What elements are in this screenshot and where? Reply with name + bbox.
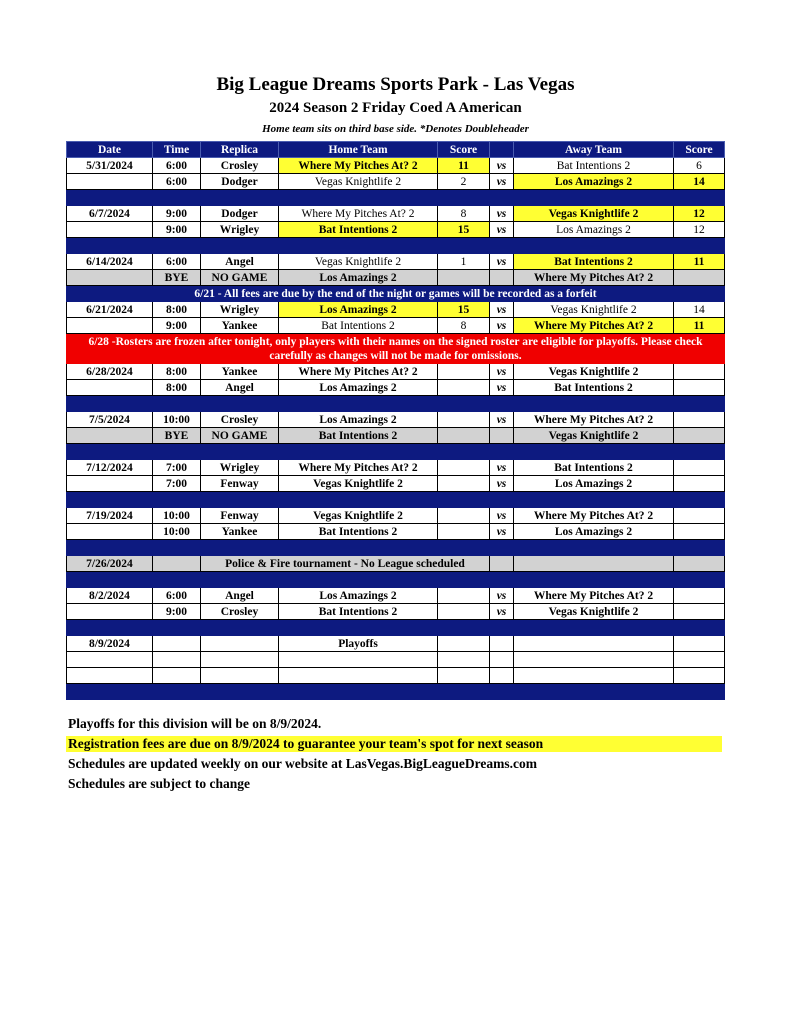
away-score-cell <box>674 556 725 572</box>
game-row <box>67 524 725 540</box>
away-team-cell: Bat Intentions 2 <box>514 254 674 270</box>
replica-cell: Yankee <box>201 318 279 334</box>
separator-cell <box>67 572 725 588</box>
game-row <box>67 158 725 174</box>
away-team-cell: Bat Intentions 2 <box>514 158 674 174</box>
separator-cell <box>67 684 725 700</box>
home-score-cell <box>438 508 490 524</box>
tournament-row <box>67 556 725 572</box>
away-team-cell: Bat Intentions 2 <box>514 460 674 476</box>
time-cell: 9:00 <box>153 318 201 334</box>
away-score-cell: 12 <box>674 206 725 222</box>
home-score-cell <box>438 636 490 652</box>
fee-notice-row <box>67 286 725 302</box>
col-header-away-score: Score <box>674 142 725 158</box>
time-cell: 8:00 <box>153 380 201 396</box>
vs-cell: vs <box>490 174 514 190</box>
home-team-note: Home team sits on third base side. *Denotes Doubleheader <box>262 123 529 135</box>
home-score-cell <box>438 524 490 540</box>
separator-cell <box>67 396 725 412</box>
replica-cell <box>201 636 279 652</box>
empty-cell <box>490 652 514 668</box>
replica-cell: Wrigley <box>201 460 279 476</box>
away-team-cell: Where My Pitches At? 2 <box>514 588 674 604</box>
time-cell <box>153 556 201 572</box>
time-cell: 9:00 <box>153 222 201 238</box>
replica-cell: Crosley <box>201 158 279 174</box>
roster-freeze-notice-row <box>67 334 725 364</box>
game-row <box>67 364 725 380</box>
empty-cell <box>67 652 153 668</box>
time-cell: BYE <box>153 428 201 444</box>
time-cell: 6:00 <box>153 588 201 604</box>
separator-row <box>67 620 725 636</box>
empty-row <box>67 668 725 684</box>
away-score-cell <box>674 270 725 286</box>
season-subtitle: 2024 Season 2 Friday Coed A American <box>269 100 522 116</box>
home-team-cell: Los Amazings 2 <box>279 412 438 428</box>
empty-cell <box>279 652 438 668</box>
vs-cell: vs <box>490 222 514 238</box>
home-score-cell: 11 <box>438 158 490 174</box>
replica-cell: Angel <box>201 254 279 270</box>
home-score-cell <box>438 270 490 286</box>
date-cell <box>67 604 153 620</box>
date-cell <box>67 476 153 492</box>
page-title: Big League Dreams Sports Park - Las Vegas <box>216 74 575 95</box>
separator-row <box>67 444 725 460</box>
home-score-cell: 15 <box>438 302 490 318</box>
subject-to-change-note: Schedules are subject to change <box>68 776 250 791</box>
away-team-cell: Vegas Knightlife 2 <box>514 302 674 318</box>
away-team-cell: Vegas Knightlife 2 <box>514 206 674 222</box>
replica-cell: NO GAME <box>201 270 279 286</box>
time-cell <box>153 636 201 652</box>
away-score-cell: 14 <box>674 302 725 318</box>
time-cell: 10:00 <box>153 508 201 524</box>
replica-cell: Dodger <box>201 206 279 222</box>
date-cell <box>67 380 153 396</box>
home-score-cell <box>438 364 490 380</box>
home-score-cell <box>438 476 490 492</box>
away-score-cell: 11 <box>674 254 725 270</box>
date-cell <box>67 318 153 334</box>
home-team-cell: Bat Intentions 2 <box>279 428 438 444</box>
separator-cell <box>67 492 725 508</box>
home-score-cell <box>438 460 490 476</box>
replica-cell: NO GAME <box>201 428 279 444</box>
time-cell: 8:00 <box>153 364 201 380</box>
vs-cell: vs <box>490 588 514 604</box>
date-cell: 7/12/2024 <box>67 460 153 476</box>
replica-cell: Angel <box>201 588 279 604</box>
game-row <box>67 588 725 604</box>
vs-cell: vs <box>490 524 514 540</box>
empty-cell <box>153 668 201 684</box>
date-cell: 6/7/2024 <box>67 206 153 222</box>
replica-cell: Yankee <box>201 364 279 380</box>
home-score-cell: 1 <box>438 254 490 270</box>
vs-cell <box>490 636 514 652</box>
fee-notice-text: 6/21 - All fees are due by the end of the night or games will be recorded as a forfeit <box>67 286 725 302</box>
time-cell: 9:00 <box>153 206 201 222</box>
tournament-notice: Police & Fire tournament - No League scheduled <box>201 556 490 572</box>
home-score-cell <box>438 588 490 604</box>
game-row <box>67 380 725 396</box>
away-team-cell: Vegas Knightlife 2 <box>514 364 674 380</box>
home-team-cell: Where My Pitches At? 2 <box>279 364 438 380</box>
replica-cell: Fenway <box>201 508 279 524</box>
replica-cell: Angel <box>201 380 279 396</box>
date-cell: 5/31/2024 <box>67 158 153 174</box>
home-team-cell: Vegas Knightlife 2 <box>279 476 438 492</box>
home-team-cell: Los Amazings 2 <box>279 302 438 318</box>
empty-cell <box>674 668 725 684</box>
date-cell: 6/28/2024 <box>67 364 153 380</box>
home-score-cell <box>438 604 490 620</box>
col-header-time: Time <box>153 142 201 158</box>
separator-cell <box>67 238 725 254</box>
replica-cell: Fenway <box>201 476 279 492</box>
empty-cell <box>438 668 490 684</box>
col-header-replica: Replica <box>201 142 279 158</box>
separator-row <box>67 684 725 700</box>
playoffs-label: Playoffs <box>279 636 438 652</box>
vs-cell: vs <box>490 158 514 174</box>
separator-row <box>67 190 725 206</box>
away-team-cell: Vegas Knightlife 2 <box>514 604 674 620</box>
date-cell <box>67 174 153 190</box>
away-score-cell: 11 <box>674 318 725 334</box>
home-team-cell: Vegas Knightlife 2 <box>279 508 438 524</box>
game-row <box>67 222 725 238</box>
empty-cell <box>514 668 674 684</box>
col-header-away-team: Away Team <box>514 142 674 158</box>
time-cell: 6:00 <box>153 158 201 174</box>
home-team-cell: Where My Pitches At? 2 <box>279 460 438 476</box>
date-cell <box>67 428 153 444</box>
home-team-cell: Bat Intentions 2 <box>279 222 438 238</box>
separator-row <box>67 238 725 254</box>
vs-cell: vs <box>490 254 514 270</box>
separator-cell <box>67 444 725 460</box>
time-cell: 8:00 <box>153 302 201 318</box>
away-team-cell: Where My Pitches At? 2 <box>514 412 674 428</box>
home-team-cell: Bat Intentions 2 <box>279 318 438 334</box>
vs-cell <box>490 270 514 286</box>
date-cell: 6/14/2024 <box>67 254 153 270</box>
game-row <box>67 254 725 270</box>
game-row <box>67 302 725 318</box>
date-cell: 7/19/2024 <box>67 508 153 524</box>
vs-cell: vs <box>490 476 514 492</box>
empty-row <box>67 652 725 668</box>
empty-cell <box>201 668 279 684</box>
bye-row <box>67 270 725 286</box>
col-header-home-team: Home Team <box>279 142 438 158</box>
away-team-cell: Vegas Knightlife 2 <box>514 428 674 444</box>
away-team-cell: Los Amazings 2 <box>514 476 674 492</box>
vs-cell: vs <box>490 412 514 428</box>
game-row <box>67 318 725 334</box>
date-cell <box>67 524 153 540</box>
away-team-cell: Bat Intentions 2 <box>514 380 674 396</box>
home-score-cell: 8 <box>438 318 490 334</box>
date-cell: 7/5/2024 <box>67 412 153 428</box>
home-score-cell <box>438 412 490 428</box>
empty-cell <box>674 652 725 668</box>
away-score-cell <box>674 604 725 620</box>
home-score-cell: 15 <box>438 222 490 238</box>
replica-cell: Crosley <box>201 412 279 428</box>
empty-cell <box>514 652 674 668</box>
separator-row <box>67 540 725 556</box>
away-score-cell <box>674 476 725 492</box>
vs-cell <box>490 428 514 444</box>
away-score-cell: 14 <box>674 174 725 190</box>
separator-row <box>67 396 725 412</box>
time-cell: 6:00 <box>153 254 201 270</box>
date-cell <box>67 270 153 286</box>
vs-cell: vs <box>490 302 514 318</box>
home-team-cell: Vegas Knightlife 2 <box>279 254 438 270</box>
home-team-cell: Los Amazings 2 <box>279 270 438 286</box>
home-team-cell: Bat Intentions 2 <box>279 604 438 620</box>
home-score-cell <box>438 380 490 396</box>
registration-fee-note: Registration fees are due on 8/9/2024 to guarantee your team's spot for next season <box>66 736 722 752</box>
time-cell: 9:00 <box>153 604 201 620</box>
replica-cell: Wrigley <box>201 222 279 238</box>
away-score-cell <box>674 412 725 428</box>
separator-cell <box>67 620 725 636</box>
time-cell: 6:00 <box>153 174 201 190</box>
empty-cell <box>490 668 514 684</box>
away-team-cell: Where My Pitches At? 2 <box>514 270 674 286</box>
vs-cell: vs <box>490 206 514 222</box>
date-cell: 6/21/2024 <box>67 302 153 318</box>
away-score-cell <box>674 636 725 652</box>
vs-cell: vs <box>490 460 514 476</box>
home-score-cell <box>438 428 490 444</box>
replica-cell: Dodger <box>201 174 279 190</box>
away-score-cell <box>674 364 725 380</box>
away-score-cell <box>674 428 725 444</box>
home-score-cell: 8 <box>438 206 490 222</box>
away-score-cell <box>674 588 725 604</box>
game-row <box>67 460 725 476</box>
playoffs-date-note: Playoffs for this division will be on 8/9/2024. <box>68 716 322 731</box>
away-team-cell <box>514 636 674 652</box>
away-team-cell: Los Amazings 2 <box>514 174 674 190</box>
date-cell: 7/26/2024 <box>67 556 153 572</box>
vs-cell <box>490 556 514 572</box>
schedule-table <box>66 141 725 700</box>
home-team-cell: Where My Pitches At? 2 <box>279 158 438 174</box>
time-cell: 7:00 <box>153 460 201 476</box>
website-update-note: Schedules are updated weekly on our website at LasVegas.BigLeagueDreams.com <box>68 756 538 771</box>
away-team-cell: Los Amazings 2 <box>514 524 674 540</box>
table-header-row <box>67 142 725 158</box>
away-team-cell <box>514 556 674 572</box>
away-score-cell <box>674 460 725 476</box>
col-header-vs <box>490 142 514 158</box>
game-row <box>67 206 725 222</box>
game-row <box>67 476 725 492</box>
replica-cell: Yankee <box>201 524 279 540</box>
replica-cell: Wrigley <box>201 302 279 318</box>
away-score-cell <box>674 524 725 540</box>
away-score-cell: 12 <box>674 222 725 238</box>
game-row <box>67 604 725 620</box>
separator-row <box>67 572 725 588</box>
game-row <box>67 174 725 190</box>
away-team-cell: Where My Pitches At? 2 <box>514 318 674 334</box>
vs-cell: vs <box>490 508 514 524</box>
empty-cell <box>279 668 438 684</box>
time-cell: 10:00 <box>153 524 201 540</box>
separator-row <box>67 492 725 508</box>
home-team-cell: Los Amazings 2 <box>279 588 438 604</box>
vs-cell: vs <box>490 380 514 396</box>
time-cell: 7:00 <box>153 476 201 492</box>
bye-row <box>67 428 725 444</box>
away-score-cell: 6 <box>674 158 725 174</box>
roster-freeze-notice-text: 6/28 -Rosters are frozen after tonight, only players with their names on the signed roster are eligible for playoffs. Please check carefully as changes will not be made for omissions. <box>67 334 725 364</box>
home-team-cell: Los Amazings 2 <box>279 380 438 396</box>
home-team-cell: Bat Intentions 2 <box>279 524 438 540</box>
home-score-cell: 2 <box>438 174 490 190</box>
date-cell: 8/2/2024 <box>67 588 153 604</box>
vs-cell: vs <box>490 364 514 380</box>
empty-cell <box>201 652 279 668</box>
empty-cell <box>153 652 201 668</box>
away-score-cell <box>674 380 725 396</box>
home-team-cell: Vegas Knightlife 2 <box>279 174 438 190</box>
playoffs-row <box>67 636 725 652</box>
away-team-cell: Los Amazings 2 <box>514 222 674 238</box>
replica-cell: Crosley <box>201 604 279 620</box>
time-cell: BYE <box>153 270 201 286</box>
date-cell <box>67 222 153 238</box>
game-row <box>67 508 725 524</box>
separator-cell <box>67 540 725 556</box>
home-team-cell: Where My Pitches At? 2 <box>279 206 438 222</box>
date-cell: 8/9/2024 <box>67 636 153 652</box>
game-row <box>67 412 725 428</box>
empty-cell <box>67 668 153 684</box>
away-team-cell: Where My Pitches At? 2 <box>514 508 674 524</box>
col-header-home-score: Score <box>438 142 490 158</box>
away-score-cell <box>674 508 725 524</box>
col-header-date: Date <box>67 142 153 158</box>
separator-cell <box>67 190 725 206</box>
time-cell: 10:00 <box>153 412 201 428</box>
vs-cell: vs <box>490 604 514 620</box>
vs-cell: vs <box>490 318 514 334</box>
empty-cell <box>438 652 490 668</box>
